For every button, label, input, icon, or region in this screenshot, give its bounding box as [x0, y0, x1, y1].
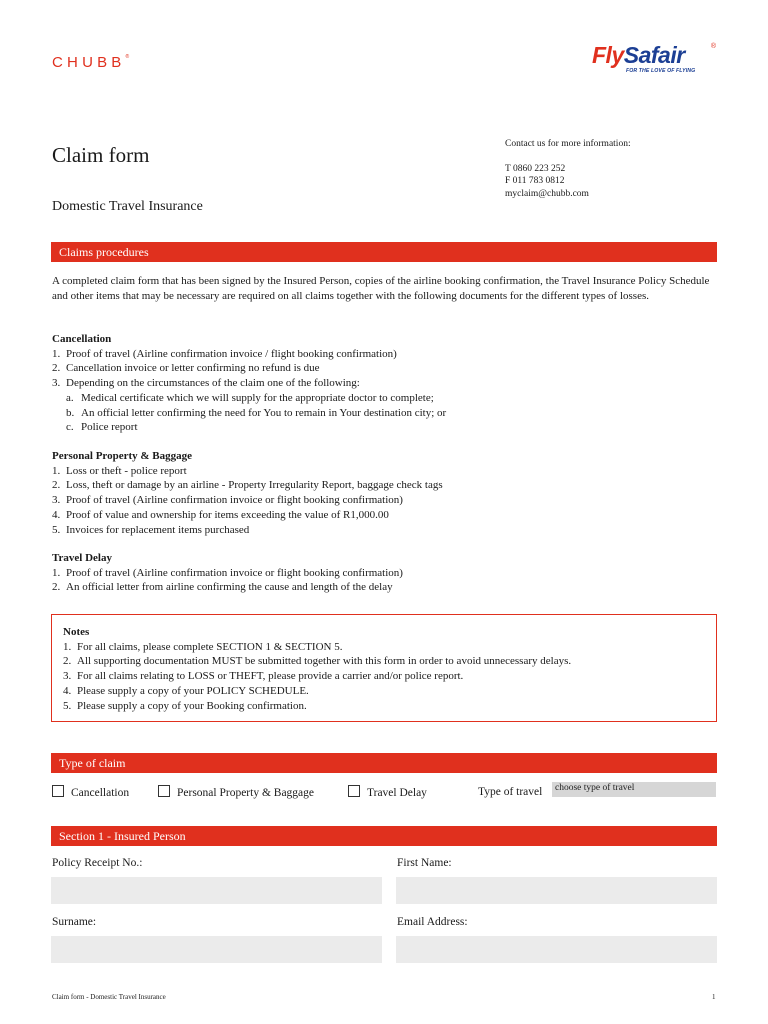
checkbox-box[interactable]	[52, 785, 64, 797]
delay-heading: Travel Delay	[52, 552, 112, 564]
chubb-logo	[52, 54, 129, 71]
note-item: 2. All supporting documentation MUST be submitted together with this form in order to avoid unnecessary delays.	[63, 655, 572, 668]
policy-receipt-label: Policy Receipt No.:	[52, 857, 143, 869]
list-item: 1. Loss or theft - police report	[52, 464, 187, 477]
note-item: 5. Please supply a copy of your Booking confirmation.	[63, 699, 307, 712]
checkbox-box[interactable]	[158, 785, 170, 797]
section1-header: Section 1 - Insured Person	[51, 826, 717, 846]
type-of-claim-header: Type of claim	[51, 753, 717, 773]
notes-box	[51, 614, 717, 722]
contact-heading: Contact us for more information:	[505, 139, 631, 149]
list-item: 1. Proof of travel (Airline confirmation invoice / flight booking confirmation)	[52, 347, 397, 360]
footer-text: Claim form - Domestic Travel Insurance	[52, 993, 166, 1001]
surname-label: Surname:	[52, 916, 97, 928]
surname-field[interactable]	[51, 936, 382, 963]
contact-fax: F 011 783 0812	[505, 176, 565, 186]
list-item: 2. Cancellation invoice or letter confirming no refund is due	[52, 362, 320, 375]
contact-phone: T 0860 223 252	[505, 163, 566, 174]
sub-list-item: c. Police report	[66, 421, 138, 434]
chubb-logo-text: CHUBB	[52, 54, 126, 71]
flysafair-fly: Fly	[592, 42, 624, 68]
cancellation-heading: Cancellation	[52, 333, 112, 345]
list-item: 1. Proof of travel (Airline confirmation invoice or flight booking confirmation)	[52, 566, 403, 579]
first-name-label: First Name:	[397, 857, 452, 869]
list-item: 3. Depending on the circumstances of the claim one of the following:	[52, 377, 360, 390]
sub-list-item: b. An official letter confirming the need for You to remain in Your destination city; or	[66, 406, 447, 419]
checkbox-box[interactable]	[348, 785, 360, 797]
policy-receipt-field[interactable]	[51, 877, 382, 904]
note-item: 4. Please supply a copy of your POLICY SCHEDULE.	[63, 684, 309, 697]
first-name-field[interactable]	[396, 877, 717, 904]
notes-heading: Notes	[63, 626, 90, 638]
cancellation-section	[52, 332, 446, 435]
page-title: Claim form	[52, 143, 150, 167]
email-field[interactable]	[396, 936, 717, 963]
note-item: 3. For all claims relating to LOSS or THEFT, please provide a carrier and/or police report.	[63, 670, 464, 683]
type-of-travel-select[interactable]: choose type of travel	[552, 782, 716, 797]
chubb-logo-reg: ®	[125, 54, 130, 60]
delay-section	[52, 551, 403, 595]
flysafair-reg: ®	[710, 43, 716, 50]
claims-intro: A completed claim form that has been signed by the Insured Person, copies of the airline booking confirmation, the Travel Insurance Policy Schedule and other items that may be necessary are required on all claims together with the following documents for the different types of losses.	[52, 275, 710, 302]
flysafair-logo	[592, 44, 718, 84]
page-number: 1	[712, 993, 716, 1001]
property-section	[52, 449, 443, 537]
sub-list-item: a. Medical certificate which we will supply for the appropriate doctor to complete;	[66, 391, 434, 404]
property-heading: Personal Property & Baggage	[52, 450, 193, 462]
list-item: 2. An official letter from airline confirming the cause and length of the delay	[52, 581, 393, 594]
flysafair-safair: Safair	[623, 42, 685, 68]
email-label: Email Address:	[397, 916, 468, 928]
claims-procedures-header: Claims procedures	[51, 242, 717, 262]
flysafair-tagline: FOR THE LOVE OF FLYING	[626, 68, 696, 74]
cancellation-checkbox[interactable]: Cancellation	[52, 785, 129, 799]
type-of-travel-label: Type of travel	[478, 786, 543, 798]
list-item: 5. Invoices for replacement items purchased	[52, 523, 250, 536]
note-item: 1. For all claims, please complete SECTION 1 & SECTION 5.	[63, 640, 343, 653]
contact-block	[505, 138, 631, 200]
contact-email: myclaim@chubb.com	[505, 188, 589, 199]
list-item: 3. Proof of travel (Airline confirmation invoice or flight booking confirmation)	[52, 494, 403, 507]
flysafair-wordmark	[592, 44, 718, 67]
travel-delay-checkbox[interactable]: Travel Delay	[348, 785, 427, 799]
list-item: 4. Proof of value and ownership for items exceeding the value of R1,000.00	[52, 508, 389, 521]
property-baggage-checkbox[interactable]: Personal Property & Baggage	[158, 785, 314, 799]
list-item: 2. Loss, theft or damage by an airline - Property Irregularity Report, baggage check tags	[52, 479, 443, 492]
page-subtitle: Domestic Travel Insurance	[52, 199, 203, 214]
